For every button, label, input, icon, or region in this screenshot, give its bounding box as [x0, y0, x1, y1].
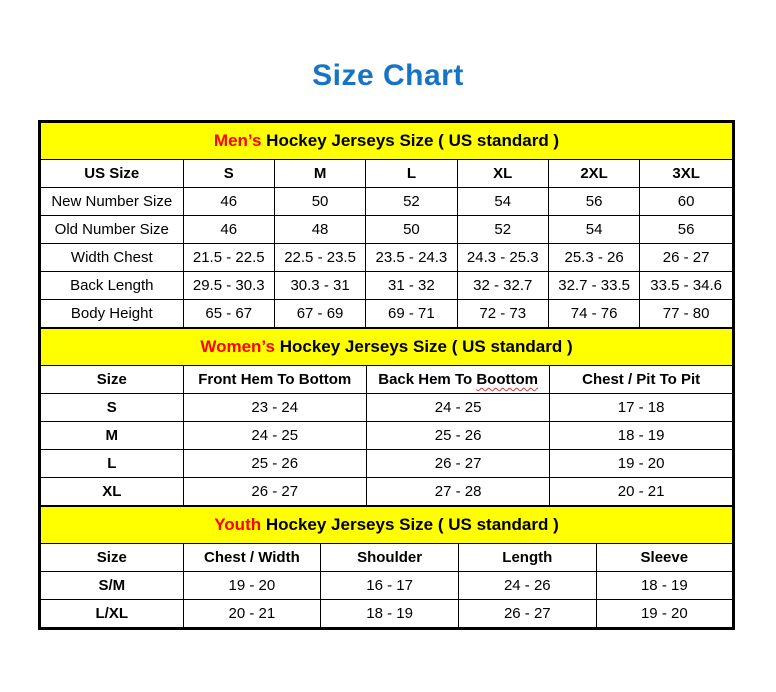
size-value-cell: 24.3 - 25.3	[457, 244, 548, 272]
row-label: L	[41, 450, 184, 478]
misspelled-word: Boottom	[476, 371, 538, 388]
size-value-cell: 50	[274, 188, 365, 216]
size-value-cell: 22.5 - 23.5	[274, 244, 365, 272]
size-value-cell: 25.3 - 26	[548, 244, 639, 272]
size-value-cell: 20 - 21	[550, 478, 733, 506]
youth-section-header: Youth Hockey Jerseys Size ( US standard )	[41, 507, 733, 544]
size-value-cell: 52	[366, 188, 457, 216]
size-value-cell: 30.3 - 31	[274, 272, 365, 300]
section-highlight-word: Women’s	[200, 337, 275, 356]
row-label: XL	[41, 478, 184, 506]
table-row	[41, 394, 733, 422]
size-value-cell: 29.5 - 30.3	[183, 272, 274, 300]
size-value-cell: 52	[457, 216, 548, 244]
size-value-cell: 74 - 76	[548, 300, 639, 328]
size-value-cell: 23 - 24	[183, 394, 366, 422]
table-row	[41, 422, 733, 450]
womens-section-header: Women’s Hockey Jerseys Size ( US standard )	[41, 329, 733, 366]
size-value-cell: 33.5 - 34.6	[640, 272, 733, 300]
size-value-cell: 18 - 19	[321, 600, 459, 628]
row-label: S/M	[41, 572, 184, 600]
column-header: 2XL	[548, 160, 639, 188]
size-value-cell: 50	[366, 216, 457, 244]
size-value-cell: 56	[640, 216, 733, 244]
row-label: M	[41, 422, 184, 450]
size-value-cell: 26 - 27	[366, 450, 549, 478]
column-header: Sleeve	[596, 544, 732, 572]
header-row	[41, 160, 733, 188]
table-row	[41, 300, 733, 328]
size-value-cell: 25 - 26	[366, 422, 549, 450]
table-row	[41, 450, 733, 478]
size-value-cell: 67 - 69	[274, 300, 365, 328]
mens-size-table	[40, 122, 733, 328]
size-chart-tables	[38, 120, 735, 630]
size-value-cell: 32.7 - 33.5	[548, 272, 639, 300]
column-header: Size	[41, 366, 184, 394]
table-row	[41, 600, 733, 628]
row-label: Old Number Size	[41, 216, 184, 244]
column-header: XL	[457, 160, 548, 188]
size-value-cell: 21.5 - 22.5	[183, 244, 274, 272]
size-value-cell: 56	[548, 188, 639, 216]
size-value-cell: 24 - 25	[366, 394, 549, 422]
size-value-cell: 26 - 27	[458, 600, 596, 628]
column-header: S	[183, 160, 274, 188]
table-row	[41, 272, 733, 300]
row-label: New Number Size	[41, 188, 184, 216]
size-value-cell: 18 - 19	[550, 422, 733, 450]
section-highlight-word: Youth	[214, 515, 262, 534]
column-header: Chest / Width	[183, 544, 321, 572]
row-label: L/XL	[41, 600, 184, 628]
size-value-cell: 69 - 71	[366, 300, 457, 328]
size-value-cell: 27 - 28	[366, 478, 549, 506]
table-row	[41, 244, 733, 272]
size-value-cell: 60	[640, 188, 733, 216]
size-value-cell: 32 - 32.7	[457, 272, 548, 300]
size-value-cell: 77 - 80	[640, 300, 733, 328]
column-header: Back Hem To Boottom	[366, 366, 549, 394]
row-label: Body Height	[41, 300, 184, 328]
header-row	[41, 366, 733, 394]
column-header: L	[366, 160, 457, 188]
column-header: Chest / Pit To Pit	[550, 366, 733, 394]
size-value-cell: 48	[274, 216, 365, 244]
womens-size-table	[40, 328, 733, 506]
size-value-cell: 46	[183, 188, 274, 216]
size-value-cell: 24 - 26	[458, 572, 596, 600]
size-value-cell: 26 - 27	[640, 244, 733, 272]
size-value-cell: 54	[548, 216, 639, 244]
size-value-cell: 24 - 25	[183, 422, 366, 450]
size-value-cell: 19 - 20	[550, 450, 733, 478]
size-value-cell: 65 - 67	[183, 300, 274, 328]
row-label: Back Length	[41, 272, 184, 300]
column-header: Shoulder	[321, 544, 459, 572]
table-row	[41, 188, 733, 216]
size-value-cell: 23.5 - 24.3	[366, 244, 457, 272]
column-header: Front Hem To Bottom	[183, 366, 366, 394]
column-header: Length	[458, 544, 596, 572]
row-label: S	[41, 394, 184, 422]
column-header: Size	[41, 544, 184, 572]
header-row	[41, 544, 733, 572]
size-value-cell: 46	[183, 216, 274, 244]
youth-size-table	[40, 506, 733, 628]
table-row	[41, 572, 733, 600]
row-label: Width Chest	[41, 244, 184, 272]
size-value-cell: 54	[457, 188, 548, 216]
mens-section-header: Men’s Hockey Jerseys Size ( US standard )	[41, 123, 733, 160]
size-value-cell: 20 - 21	[183, 600, 321, 628]
section-highlight-word: Men’s	[213, 131, 262, 150]
table-row	[41, 478, 733, 506]
column-header: 3XL	[640, 160, 733, 188]
size-value-cell: 19 - 20	[183, 572, 321, 600]
column-header: US Size	[41, 160, 184, 188]
size-value-cell: 16 - 17	[321, 572, 459, 600]
size-value-cell: 25 - 26	[183, 450, 366, 478]
size-value-cell: 31 - 32	[366, 272, 457, 300]
page-title: Size Chart	[312, 59, 464, 92]
size-value-cell: 17 - 18	[550, 394, 733, 422]
size-value-cell: 18 - 19	[596, 572, 732, 600]
table-row	[41, 216, 733, 244]
size-value-cell: 19 - 20	[596, 600, 732, 628]
size-value-cell: 72 - 73	[457, 300, 548, 328]
size-value-cell: 26 - 27	[183, 478, 366, 506]
column-header: M	[274, 160, 365, 188]
